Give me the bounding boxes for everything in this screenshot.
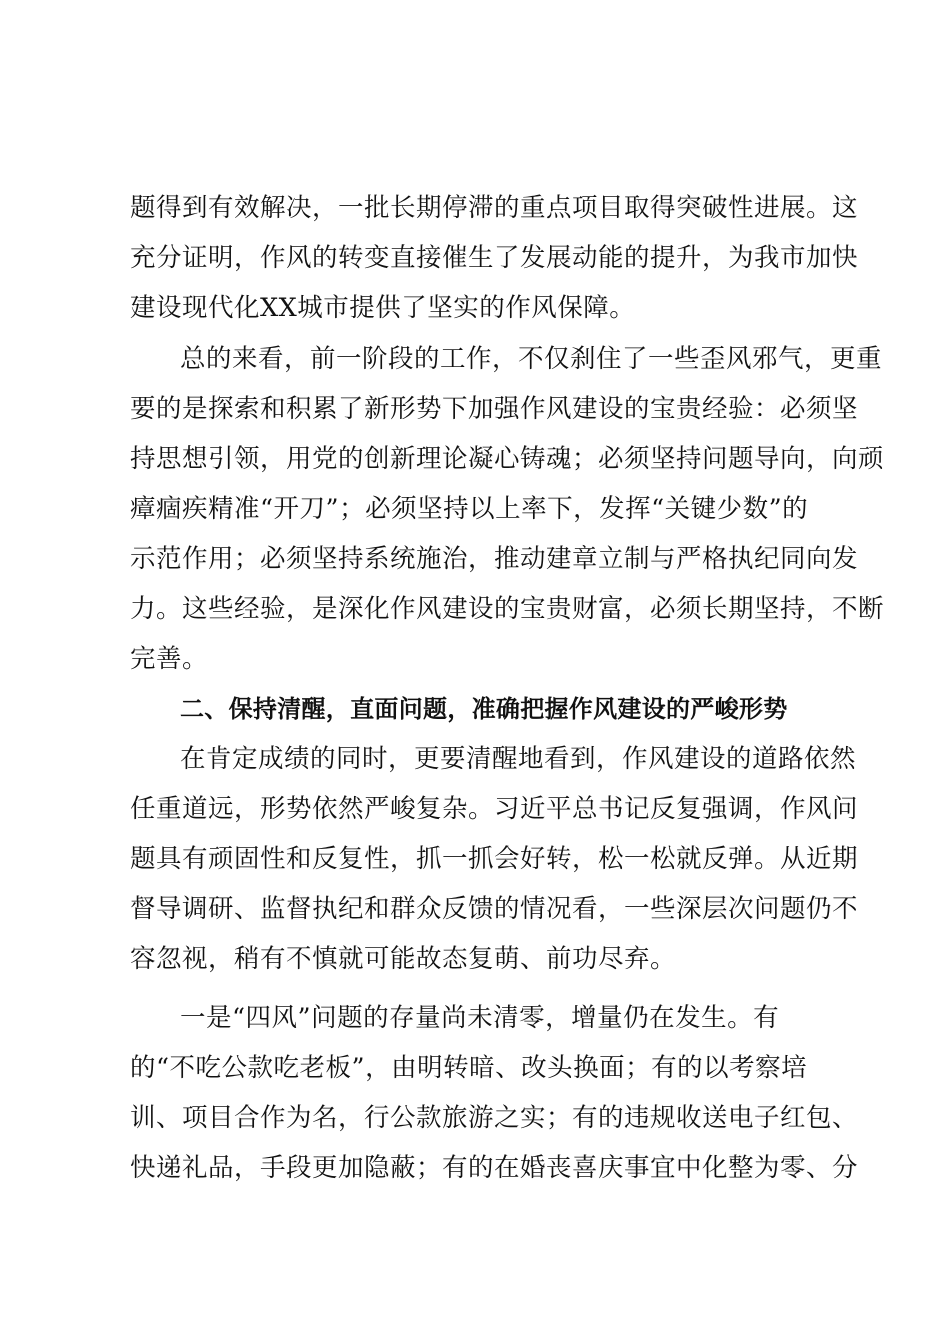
text-line: 题具有顽固性和反复性，抓一抓会好转，松一松就反弹。从近期 <box>130 844 859 874</box>
text-line: 容忽视，稍有不慎就可能故态复萌、前功尽弃。 <box>130 944 677 974</box>
text-line: 题得到有效解决，一批长期停滞的重点项目取得突破性进展。这 <box>130 193 859 223</box>
text-line: 快递礼品，手段更加隐蔽；有的在婚丧喜庆事宜中化整为零、分 <box>130 1153 859 1183</box>
paragraph-first-line: 在肯定成绩的同时，更要清醒地看到，作风建设的道路依然 <box>180 744 857 774</box>
text-line: 建设现代化XX城市提供了坚实的作风保障。 <box>130 293 636 323</box>
paragraph-first-line: 总的来看，前一阶段的工作，不仅刹住了一些歪风邪气，更重 <box>180 344 883 374</box>
text-line: 瘴痼疾精准“开刀”；必须坚持以上率下，发挥“关键少数”的 <box>130 494 809 524</box>
text-line: 持思想引领，用党的创新理论凝心铸魂；必须坚持问题导向，向顽 <box>130 444 885 474</box>
text-line: 督导调研、监督执纪和群众反馈的情况看，一些深层次问题仍不 <box>130 894 859 924</box>
text-line: 训、项目合作为名，行公款旅游之实；有的违规收送电子红包、 <box>130 1103 859 1133</box>
text-line: 力。这些经验，是深化作风建设的宝贵财富，必须长期坚持，不断 <box>130 594 885 624</box>
section-heading: 二、保持清醒，直面问题，准确把握作风建设的严峻形势 <box>180 695 788 723</box>
text-line: 要的是探索和积累了新形势下加强作风建设的宝贵经验：必须坚 <box>130 394 859 424</box>
text-line: 完善。 <box>130 644 209 674</box>
text-line: 任重道远，形势依然严峻复杂。习近平总书记反复强调，作风问 <box>130 794 859 824</box>
text-line: 充分证明，作风的转变直接催生了发展动能的提升，为我市加快 <box>130 243 859 273</box>
text-line: 的“不吃公款吃老板”，由明转暗、改头换面；有的以考察培 <box>130 1053 808 1083</box>
paragraph-first-line: 一是“四风”问题的存量尚未清零，增量仍在发生。有 <box>180 1003 780 1033</box>
text-line: 示范作用；必须坚持系统施治，推动建章立制与严格执纪同向发 <box>130 544 859 574</box>
